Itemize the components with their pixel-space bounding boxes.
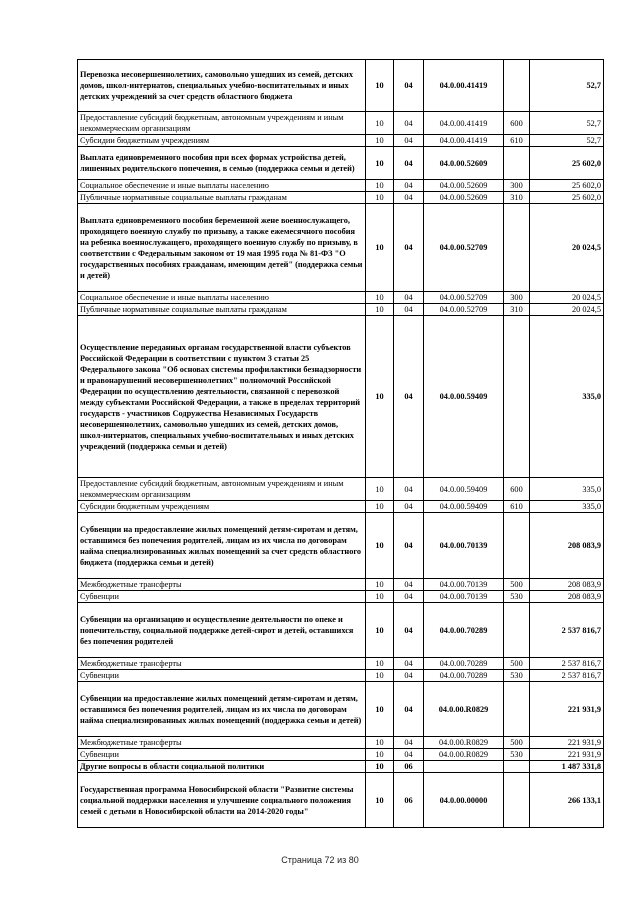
cell-subsection: 04 [394,513,424,579]
table-row [78,304,604,316]
cell-expense-type: 500 [504,658,530,670]
cell-subsection: 04 [394,60,424,112]
cell-section: 10 [366,478,394,501]
cell-section: 10 [366,180,394,192]
cell-section: 10 [366,501,394,513]
cell-amount: 1 487 331,8 [530,761,604,773]
cell-expense-type: 610 [504,135,530,147]
cell-target-article: 04.0.00.70289 [424,603,504,658]
table-row [78,670,604,682]
cell-expense-type [504,682,530,737]
cell-target-article: 04.0.00.41419 [424,60,504,112]
cell-section: 10 [366,761,394,773]
cell-section: 10 [366,591,394,603]
cell-target-article: 04.0.00.70289 [424,670,504,682]
cell-target-article: 04.0.00.R0829 [424,737,504,749]
cell-name: Субсидии бюджетным учреждениям [78,135,366,147]
cell-target-article: 04.0.00.R0829 [424,682,504,737]
table-row [78,192,604,204]
cell-name: Субвенции [78,749,366,761]
cell-subsection: 04 [394,478,424,501]
cell-name: Социальное обеспечение и иные выплаты населению [78,180,366,192]
cell-target-article: 04.0.00.R0829 [424,749,504,761]
cell-section: 10 [366,603,394,658]
cell-amount: 335,0 [530,316,604,478]
cell-subsection: 04 [394,670,424,682]
cell-name: Субвенции на организацию и осуществление деятельности по опеке и попечительству, социальной поддержке детей-сирот и детей, оставшихся без попечения родителей [78,603,366,658]
cell-amount: 25 602,0 [530,192,604,204]
cell-subsection: 06 [394,773,424,828]
cell-target-article: 04.0.00.52709 [424,292,504,304]
cell-target-article: 04.0.00.52709 [424,304,504,316]
cell-amount: 208 083,9 [530,591,604,603]
cell-name: Социальное обеспечение и иные выплаты населению [78,292,366,304]
cell-name: Предоставление субсидий бюджетным, автономным учреждениям и иным некоммерческим организациям [78,112,366,135]
cell-subsection: 04 [394,316,424,478]
cell-target-article: 04.0.00.00000 [424,773,504,828]
table-row [78,591,604,603]
cell-subsection: 04 [394,135,424,147]
cell-target-article: 04.0.00.59409 [424,316,504,478]
cell-name: Перевозка несовершеннолетних, самовольно ушедших из семей, детских домов, школ-интернатов, специальных учебно-воспитательных и иных детских учреждений за счет средств областного бюджета [78,60,366,112]
cell-amount: 52,7 [530,135,604,147]
cell-amount: 2 537 816,7 [530,670,604,682]
cell-section: 10 [366,513,394,579]
table-row [78,60,604,112]
cell-target-article: 04.0.00.52609 [424,180,504,192]
cell-expense-type [504,147,530,180]
cell-subsection: 04 [394,180,424,192]
cell-name: Межбюджетные трансферты [78,658,366,670]
cell-expense-type [504,316,530,478]
cell-subsection: 04 [394,749,424,761]
cell-name: Публичные нормативные социальные выплаты гражданам [78,304,366,316]
cell-amount: 208 083,9 [530,579,604,591]
cell-amount: 20 024,5 [530,304,604,316]
cell-name: Субвенции на предоставление жилых помещений детям-сиротам и детям, оставшимся без попечения родителей, лицам из их числа по договорам найма специализированных жилых помещений (поддержка семьи и детей) [78,682,366,737]
cell-target-article: 04.0.00.59409 [424,478,504,501]
table-row [78,180,604,192]
cell-amount: 208 083,9 [530,513,604,579]
cell-name: Субвенции [78,591,366,603]
cell-expense-type: 500 [504,737,530,749]
cell-amount: 221 931,9 [530,737,604,749]
cell-expense-type: 300 [504,292,530,304]
table-row [78,761,604,773]
cell-target-article [424,761,504,773]
table-row [78,658,604,670]
cell-section: 10 [366,737,394,749]
cell-target-article: 04.0.00.41419 [424,135,504,147]
table-row [78,682,604,737]
table-row [78,478,604,501]
table-row [78,501,604,513]
cell-subsection: 04 [394,658,424,670]
cell-amount: 221 931,9 [530,682,604,737]
table-row [78,204,604,292]
cell-subsection: 04 [394,579,424,591]
cell-target-article: 04.0.00.52609 [424,147,504,180]
table-row [78,603,604,658]
cell-amount: 25 602,0 [530,147,604,180]
cell-subsection: 04 [394,501,424,513]
cell-amount: 20 024,5 [530,204,604,292]
cell-name: Осуществление переданных органам государственной власти субъектов Российской Федерации в соответствии с пунктом 3 статьи 25 Федерального закона "Об основах системы профилактики безнадзорности и правонарушений несовершеннолетних" полномочий Российской Федерации по осуществлению деятельности, связанной с перевозкой между субъектами Российской Федерации, а также в пределах территорий государств - участников Содружества Независимых Государств несовершеннолетних, самовольно ушедших из семей, детских домов, школ-интернатов, специальных учебно-воспитательных и иных детских учреждений (поддержка семьи и детей) [78,316,366,478]
table-row [78,737,604,749]
cell-amount: 335,0 [530,478,604,501]
cell-section: 10 [366,670,394,682]
table-row [78,112,604,135]
cell-amount: 2 537 816,7 [530,603,604,658]
cell-name: Выплата единовременного пособия при всех формах устройства детей, лишенных родительского попечения, в семью (поддержка семьи и детей) [78,147,366,180]
cell-section: 10 [366,204,394,292]
table-row [78,147,604,180]
cell-expense-type: 300 [504,180,530,192]
cell-section: 10 [366,658,394,670]
cell-name: Государственная программа Новосибирской области "Развитие системы социальной поддержки населения и улучшение социального положения семей с детьми в Новосибирской области на 2014-2020 годы" [78,773,366,828]
cell-subsection: 04 [394,292,424,304]
cell-subsection: 04 [394,591,424,603]
cell-name: Субсидии бюджетным учреждениям [78,501,366,513]
table-row [78,579,604,591]
cell-subsection: 06 [394,761,424,773]
cell-name: Предоставление субсидий бюджетным, автономным учреждениям и иным некоммерческим организациям [78,478,366,501]
cell-expense-type: 500 [504,579,530,591]
cell-subsection: 04 [394,147,424,180]
cell-expense-type [504,204,530,292]
budget-table-body [78,60,604,828]
cell-subsection: 04 [394,204,424,292]
cell-name: Другие вопросы в области социальной политики [78,761,366,773]
cell-section: 10 [366,112,394,135]
cell-amount: 2 537 816,7 [530,658,604,670]
cell-expense-type: 600 [504,478,530,501]
cell-section: 10 [366,682,394,737]
table-row [78,135,604,147]
table-row [78,749,604,761]
cell-amount: 52,7 [530,112,604,135]
cell-section: 10 [366,316,394,478]
cell-subsection: 04 [394,112,424,135]
table-row [78,773,604,828]
cell-target-article: 04.0.00.70139 [424,513,504,579]
table-row [78,292,604,304]
cell-expense-type: 310 [504,192,530,204]
cell-section: 10 [366,292,394,304]
cell-section: 10 [366,579,394,591]
cell-section: 10 [366,749,394,761]
cell-subsection: 04 [394,737,424,749]
cell-target-article: 04.0.00.59409 [424,501,504,513]
table-row [78,316,604,478]
budget-table [77,59,604,828]
cell-section: 10 [366,773,394,828]
cell-expense-type [504,603,530,658]
cell-target-article: 04.0.00.70139 [424,591,504,603]
cell-amount: 335,0 [530,501,604,513]
cell-section: 10 [366,147,394,180]
cell-name: Субвенции на предоставление жилых помещений детям-сиротам и детям, оставшимся без попечения родителей, лицам из их числа по договорам найма специализированных жилых помещений за счет средств областного бюджета (поддержка семьи и детей) [78,513,366,579]
cell-target-article: 04.0.00.70289 [424,658,504,670]
cell-target-article: 04.0.00.52609 [424,192,504,204]
cell-amount: 221 931,9 [530,749,604,761]
cell-name: Межбюджетные трансферты [78,579,366,591]
cell-expense-type: 610 [504,501,530,513]
cell-amount: 25 602,0 [530,180,604,192]
cell-expense-type: 310 [504,304,530,316]
cell-target-article: 04.0.00.41419 [424,112,504,135]
cell-expense-type: 530 [504,591,530,603]
cell-expense-type [504,513,530,579]
cell-subsection: 04 [394,192,424,204]
cell-amount: 266 133,1 [530,773,604,828]
cell-target-article: 04.0.00.52709 [424,204,504,292]
cell-section: 10 [366,135,394,147]
cell-target-article: 04.0.00.70139 [424,579,504,591]
cell-expense-type: 530 [504,670,530,682]
cell-name: Выплата единовременного пособия беременной жене военнослужащего, проходящего военную службу по призыву, а также ежемесячного пособия на ребенка военнослужащего, проходящего военную службу по призыву, в соответствии с Федеральным законом от 19 мая 1995 года № 81-ФЗ "О государственных пособиях гражданам, имеющим детей" (поддержка семьи и детей) [78,204,366,292]
cell-section: 10 [366,192,394,204]
cell-amount: 20 024,5 [530,292,604,304]
cell-expense-type: 530 [504,749,530,761]
cell-subsection: 04 [394,603,424,658]
table-row [78,513,604,579]
cell-name: Субвенции [78,670,366,682]
cell-expense-type [504,773,530,828]
cell-expense-type [504,761,530,773]
cell-subsection: 04 [394,304,424,316]
cell-expense-type: 600 [504,112,530,135]
cell-section: 10 [366,304,394,316]
cell-expense-type [504,60,530,112]
cell-name: Публичные нормативные социальные выплаты гражданам [78,192,366,204]
cell-subsection: 04 [394,682,424,737]
cell-name: Межбюджетные трансферты [78,737,366,749]
page-footer: Страница 72 из 80 [281,855,359,865]
cell-amount: 52,7 [530,60,604,112]
cell-section: 10 [366,60,394,112]
